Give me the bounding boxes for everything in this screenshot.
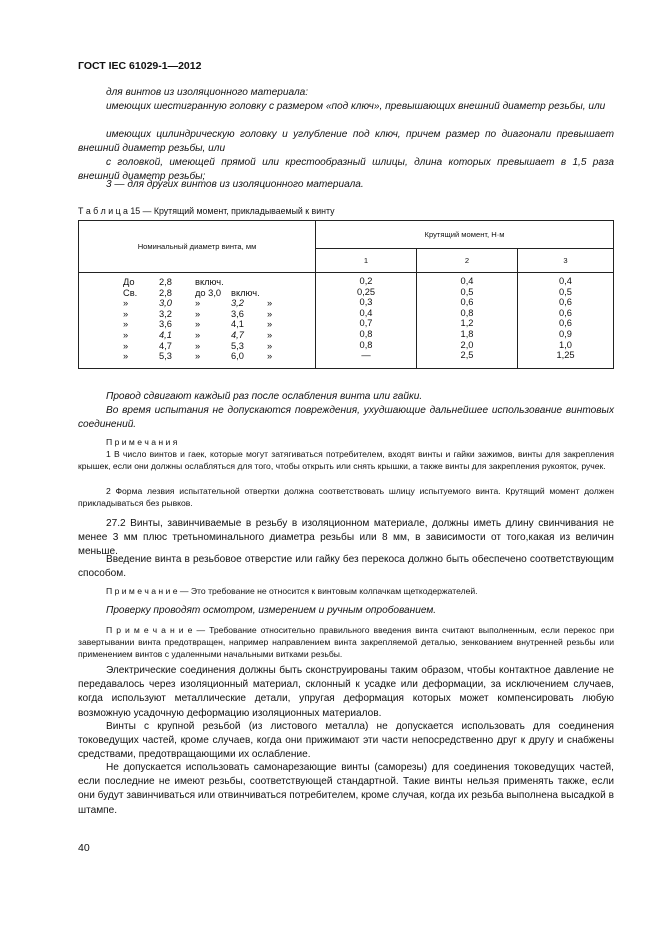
paragraph-check: Проверку проводят осмотром, измерением и ручным опробованием. (106, 605, 437, 616)
paragraph-self-tapping: Не допускается использовать самонарезающие винты (саморезы) для соединения токоведущих частей, если последние не имеют резьбы, соответствующей стандартной. Такие винты нельзя применять также, если они будут завинчиваться или отвинчиваться потребителем, кроме случая, когда их резьба выполнена высадкой в штампе. (78, 762, 614, 816)
diameter-cell: » (267, 298, 273, 309)
intro-line-2: имеющих шестигранную головку с размером «под ключ», превышающих внешний диаметр резьбы, или (106, 101, 606, 112)
table-subhead-1: 1 (316, 249, 417, 273)
after-table-line-2: Во время испытания не допускаются повреждения, ухудшающие дальнейшее использование винтовых соединений. (78, 405, 614, 431)
torque-value: 1,2 (460, 318, 474, 329)
diameter-cell: 2,8 (159, 277, 172, 287)
table-head-torque: Крутящий момент, Н·м (316, 221, 614, 249)
diameter-cell: » (267, 319, 273, 330)
diameter-row (123, 277, 315, 288)
diameter-cell: 2,8 (159, 287, 172, 298)
diameter-row (123, 319, 315, 330)
torque-value: 0,25 (356, 286, 376, 297)
torque-value: 0,6 (559, 307, 572, 318)
diameter-cell: 4,7 (231, 329, 244, 340)
diameter-cell: до 3,0 (195, 287, 222, 298)
intro-line-4: с головкой, имеющей прямой или крестообразный шлицы, длина которых превышает в 1,5 раза внешний диаметр резьбы; (78, 157, 614, 183)
diameter-cell: » (267, 351, 273, 362)
diameter-cell: » (195, 298, 201, 309)
diameter-cell: » (123, 298, 129, 309)
torque-value: 0,4 (460, 276, 474, 286)
torque-value: 0,8 (359, 328, 373, 339)
torque-value: 0,6 (460, 297, 474, 308)
intro-line-5: 3 — для других винтов из изоляционного материала. (106, 179, 364, 190)
torque-value: — (361, 350, 371, 361)
diameter-cell: 3,6 (159, 319, 172, 330)
page-number: 40 (78, 842, 90, 854)
diameter-cell: » (195, 308, 201, 319)
diameter-cell: 4,7 (159, 340, 172, 351)
torque-value: 0,8 (460, 307, 474, 318)
torque-value: 0,6 (559, 318, 572, 329)
diameter-cell: » (123, 351, 129, 362)
torque-value: 2,5 (460, 350, 474, 361)
torque-value: 0,6 (559, 297, 572, 308)
torque-table (78, 220, 614, 369)
torque-value: 1,8 (460, 328, 474, 339)
note-1: 1 В число винтов и гаек, которые могут затягиваться потребителем, входят винты и гайки зажимов, винты для закрепления крышек, если они должны ослабляться для того, чтобы открыть или снять крышки, а также винты для закрепления рукояток, ручек. (78, 449, 614, 472)
diameter-cell (267, 277, 287, 288)
torque-value: 1,0 (559, 339, 572, 350)
torque-value: 1,25 (556, 350, 575, 361)
paragraph-coarse-thread: Винты с крупной резьбой (из листового металла) не допускается использовать для соединения токоведущих частей, кроме случаев, когда они прижимают эти части непосредственно друг к другу и снабжены средствами, предотвращающими их ослабление. (78, 721, 614, 761)
diameter-cell: » (123, 340, 129, 351)
torque-column-2 (417, 273, 518, 369)
diameter-cell: » (123, 319, 129, 330)
intro-line-1: для винтов из изоляционного материала: (106, 87, 309, 98)
diameter-cell: » (123, 308, 129, 319)
diameter-cell: » (123, 329, 129, 340)
diameter-cell: » (267, 329, 273, 340)
diameter-cell: » (195, 329, 201, 340)
diameter-cell (231, 277, 267, 288)
table-subhead-3: 3 (518, 249, 614, 273)
diameter-cell: 3,0 (159, 298, 172, 309)
note-brush-holder: П р и м е ч а н и е — Это требование не относится к винтовым колпачкам щеткодержателей. (106, 586, 478, 596)
note-2: 2 Форма лезвия испытательной отвертки должна соответствовать шлицу испытуемого винта. Крутящий момент должен прикладываться без рывков. (78, 486, 614, 509)
torque-value: 0,2 (359, 276, 373, 286)
diameter-cell: » (195, 340, 201, 351)
diameter-row (123, 341, 315, 352)
clause-27-2: 27.2 Винты, завинчиваемые в резьбу в изоляционном материале, должны иметь длину свинчивания не менее 3 мм плюс третьноминального диаметра резьбы или 8 мм, в зависимости от того,какая из величин меньше. (78, 518, 614, 558)
diameter-row (123, 351, 315, 362)
diameter-cell: 3,2 (231, 298, 244, 309)
torque-value: 0,3 (359, 297, 373, 308)
diameter-cell: включ. (231, 287, 260, 298)
torque-value: 0,4 (559, 276, 572, 286)
table-subhead-2: 2 (417, 249, 518, 273)
paragraph-electrical: Электрические соединения должны быть сконструированы таким образом, чтобы контактное давление не передавалось через изоляционный материал, склонный к усадке или деформации, за исключением случаев, когда используют металлические детали, упругая деформация которых может компенсировать любую возможную усадочную деформацию изоляционных материалов. (78, 665, 614, 719)
diameter-row (123, 298, 315, 309)
diameter-cell: 5,3 (159, 351, 172, 362)
diameter-cell: 5,3 (231, 340, 244, 351)
table-caption: Т а б л и ц а 15 — Крутящий момент, прикладываемый к винту (78, 206, 335, 216)
diameter-column (79, 273, 316, 369)
torque-column-1 (316, 273, 417, 369)
diameter-row (123, 309, 315, 320)
table-head-diameter: Номинальный диаметр винта, мм (79, 221, 316, 273)
diameter-cell: включ. (195, 277, 224, 287)
diameter-cell: 4,1 (159, 329, 172, 340)
diameter-row (123, 330, 315, 341)
after-table-line-1: Провод сдвигают каждый раз после ослабления винта или гайки. (106, 391, 423, 402)
notes-title: П р и м е ч а н и я (106, 437, 178, 447)
diameter-cell: » (267, 340, 273, 351)
diameter-cell: Св. (123, 287, 138, 298)
torque-value: 0,4 (359, 307, 373, 318)
diameter-cell: » (267, 308, 273, 319)
document-header: ГОСТ IEC 61029-1—2012 (78, 60, 202, 72)
intro-line-3: имеющих цилиндрическую головку и углубление под ключ, причем размер по диагонали превышает внешний диаметр резьбы, или (78, 129, 614, 155)
diameter-cell: » (195, 351, 201, 362)
diameter-cell: 3,2 (159, 308, 172, 319)
torque-column-3 (518, 273, 614, 369)
diameter-cell: 4,1 (231, 319, 244, 330)
diameter-cell: 6,0 (231, 351, 244, 362)
note-thread: П р и м е ч а н и е — Требование относительно правильного введения винта считают выполненным, если перекос при завертывании винта предотвращен, например направлением винта закрепляемой деталью, зенкованием внутренней резьбы или применением винтов с удаленными начальными витками резьбы. (78, 625, 614, 660)
torque-value: 0,5 (559, 286, 572, 297)
diameter-cell: 3,6 (231, 308, 244, 319)
diameter-cell (267, 288, 287, 299)
diameter-cell: » (195, 319, 201, 330)
torque-value: 0,8 (359, 339, 373, 350)
paragraph-introduction: Введение винта в резьбовое отверстие или гайку без перекоса должно быть обеспечено соответствующим способом. (78, 554, 614, 580)
torque-value: 0,5 (460, 286, 474, 297)
torque-value: 2,0 (460, 339, 474, 350)
torque-value: 0,7 (359, 318, 373, 329)
diameter-cell: До (123, 277, 135, 287)
torque-value: 0,9 (559, 328, 572, 339)
diameter-row (123, 288, 315, 299)
